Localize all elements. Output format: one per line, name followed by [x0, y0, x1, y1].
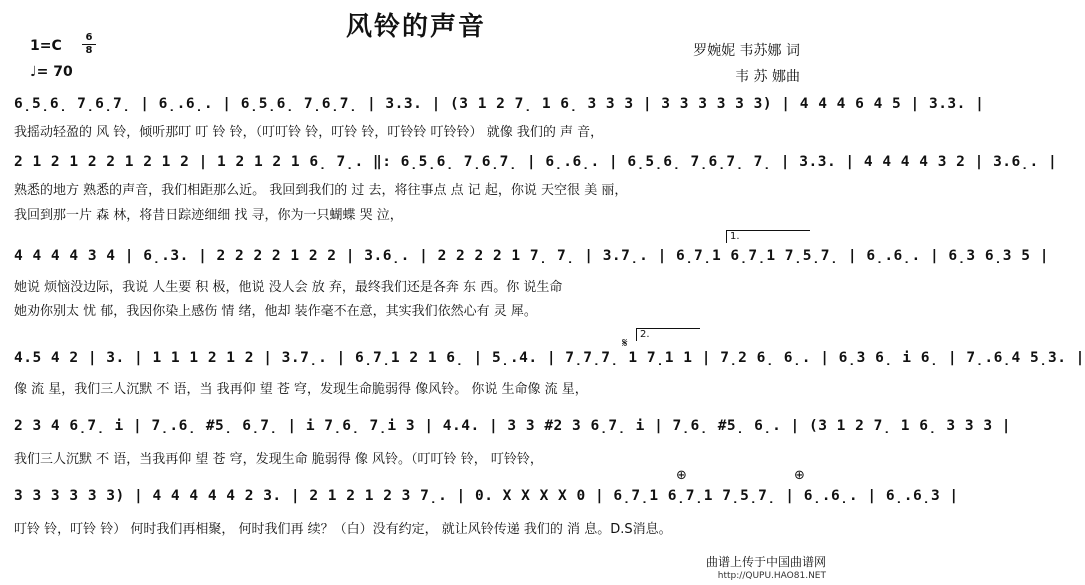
- coda-icon: ⊕: [676, 468, 687, 483]
- key-signature: 1=C: [30, 38, 62, 54]
- time-signature: [82, 33, 96, 56]
- segno-icon: 𝄋: [622, 336, 628, 351]
- watermark-url: http://QUPU.HAO81.NET: [717, 571, 826, 581]
- notation-line: 4.5 4 2 | 3. | 1 1 1 2 1 2 | 3.7̣. | 6̣7̣1 2 1 6̣ | 5̣.4. | 7̣7̣7̣ 1 7̣1 1 | 7̣2 6̣ 6̣. | 6̣3 6̣ i 6̣ | 7̣.6̣4 5̣3. |: [14, 350, 1085, 366]
- composer-credit: 韦 苏 娜曲: [735, 69, 800, 85]
- notation-line: 4 4 4 4 3 4 | 6̣.3. | 2 2 2 2 1 2 2 | 3.6̣. | 2 2 2 2 1 7̣ 7̣ | 3.7̣. | 6̣7̣1 6̣7̣1 7̣5̣7̣ | 6̣.6̣. | 6̣3 6̣3 5 |: [14, 248, 1049, 264]
- lyric-line: 我摇动轻盈的 风 铃，倾听那叮 叮 铃 铃，（叮叮铃 铃，叮铃 铃，叮铃铃 叮铃铃） 就像 我们的 声 音，: [14, 125, 604, 140]
- lyric-line: 像 流 星，我们三人沉默 不 语，当 我再仰 望 苍 穹，发现生命脆弱得 像风铃。 你说 生命像 流 星，: [14, 382, 588, 397]
- lyric-line: 叮铃 铃，叮铃 铃） 何时我们再相聚， 何时我们再 续？（白）没有约定， 就让风铃传递 我们的 消 息。D.S消息。: [14, 522, 672, 537]
- notation-line: 3 3 3 3 3 3) | 4 4 4 4 4 2 3. | 2 1 2 1 2 3 7̣. | 0. X X X X 0 | 6̣7̣1 6̣7̣1 7̣5̣7̣ | 6̣.6̣. | 6̣.6̣3 |: [14, 488, 959, 504]
- lyric-line: 她说 烦恼没边际，我说 人生要 积 极，他说 没人会 放 弃，最终我们还是各奔 东 西。你 说生命: [14, 280, 563, 295]
- lyricist-credit: 罗婉妮 韦苏娜 词: [693, 43, 800, 59]
- lyric-line: 我们三人沉默 不 语，当我再仰 望 苍 穹，发现生命 脆弱得 像 风铃。（叮叮铃 铃， 叮铃铃，: [14, 452, 543, 467]
- site-watermark: [706, 555, 826, 583]
- watermark-text: 曲谱上传于中国曲谱网: [705, 555, 826, 569]
- song-title: 风铃的声音: [345, 12, 486, 42]
- credits: [693, 38, 800, 90]
- coda-icon: ⊕: [794, 468, 805, 483]
- time-denominator: 8: [85, 45, 93, 56]
- lyric-line: 熟悉的地方 熟悉的声音，我们相距那么近。 我回到我们的 过 去，将往事点 点 记 起，你说 天空很 美 丽，: [14, 183, 628, 198]
- notation-line: 2 3 4 6̣7̣ i | 7̣.6̣ #5̣ 6̣7̣ | i 7̣6̣ 7̣i 3 | 4.4. | 3 3 #2 3 6̣7̣ i | 7̣6̣ #5̣ 6̣. | (3 1 2 7̣ 1 6̣ 3 3 3 |: [14, 418, 1012, 434]
- time-numerator: 6: [85, 32, 93, 43]
- lyric-line-verse-2: 她劝你别太 忧 郁，我因你染上感伤 情 绪，他却 装作毫不在意，其实我们依然心有 灵 犀。: [14, 304, 537, 319]
- volta-2-bracket: 2.: [636, 328, 700, 341]
- volta-1-bracket: 1.: [726, 230, 810, 243]
- lyric-line-verse-2: 我回到那一片 森 林，将昔日踪迹细细 找 寻，你为一只蝴蝶 哭 泣，: [14, 208, 403, 223]
- notation-line: 2 1 2 1 2 2 1 2 1 2 | 1 2 1 2 1 6̣ 7̣. ‖: 6̣5̣6̣ 7̣6̣7̣ | 6̣.6̣. | 6̣5̣6̣ 7̣6̣7̣ 7̣ | 3.3. | 4 4 4 4 3 2 | 3.6̣. |: [14, 154, 1058, 170]
- notation-line: 6̣5̣6̣ 7̣6̣7̣ | 6̣.6̣. | 6̣5̣6̣ 7̣6̣7̣ | 3.3. | (3 1 2 7̣ 1 6̣ 3 3 3 | 3 3 3 3 3 3) | 4 4 4 6 4 5 | 3.3. |: [14, 96, 985, 112]
- tempo-marking: ♩= 70: [30, 64, 73, 80]
